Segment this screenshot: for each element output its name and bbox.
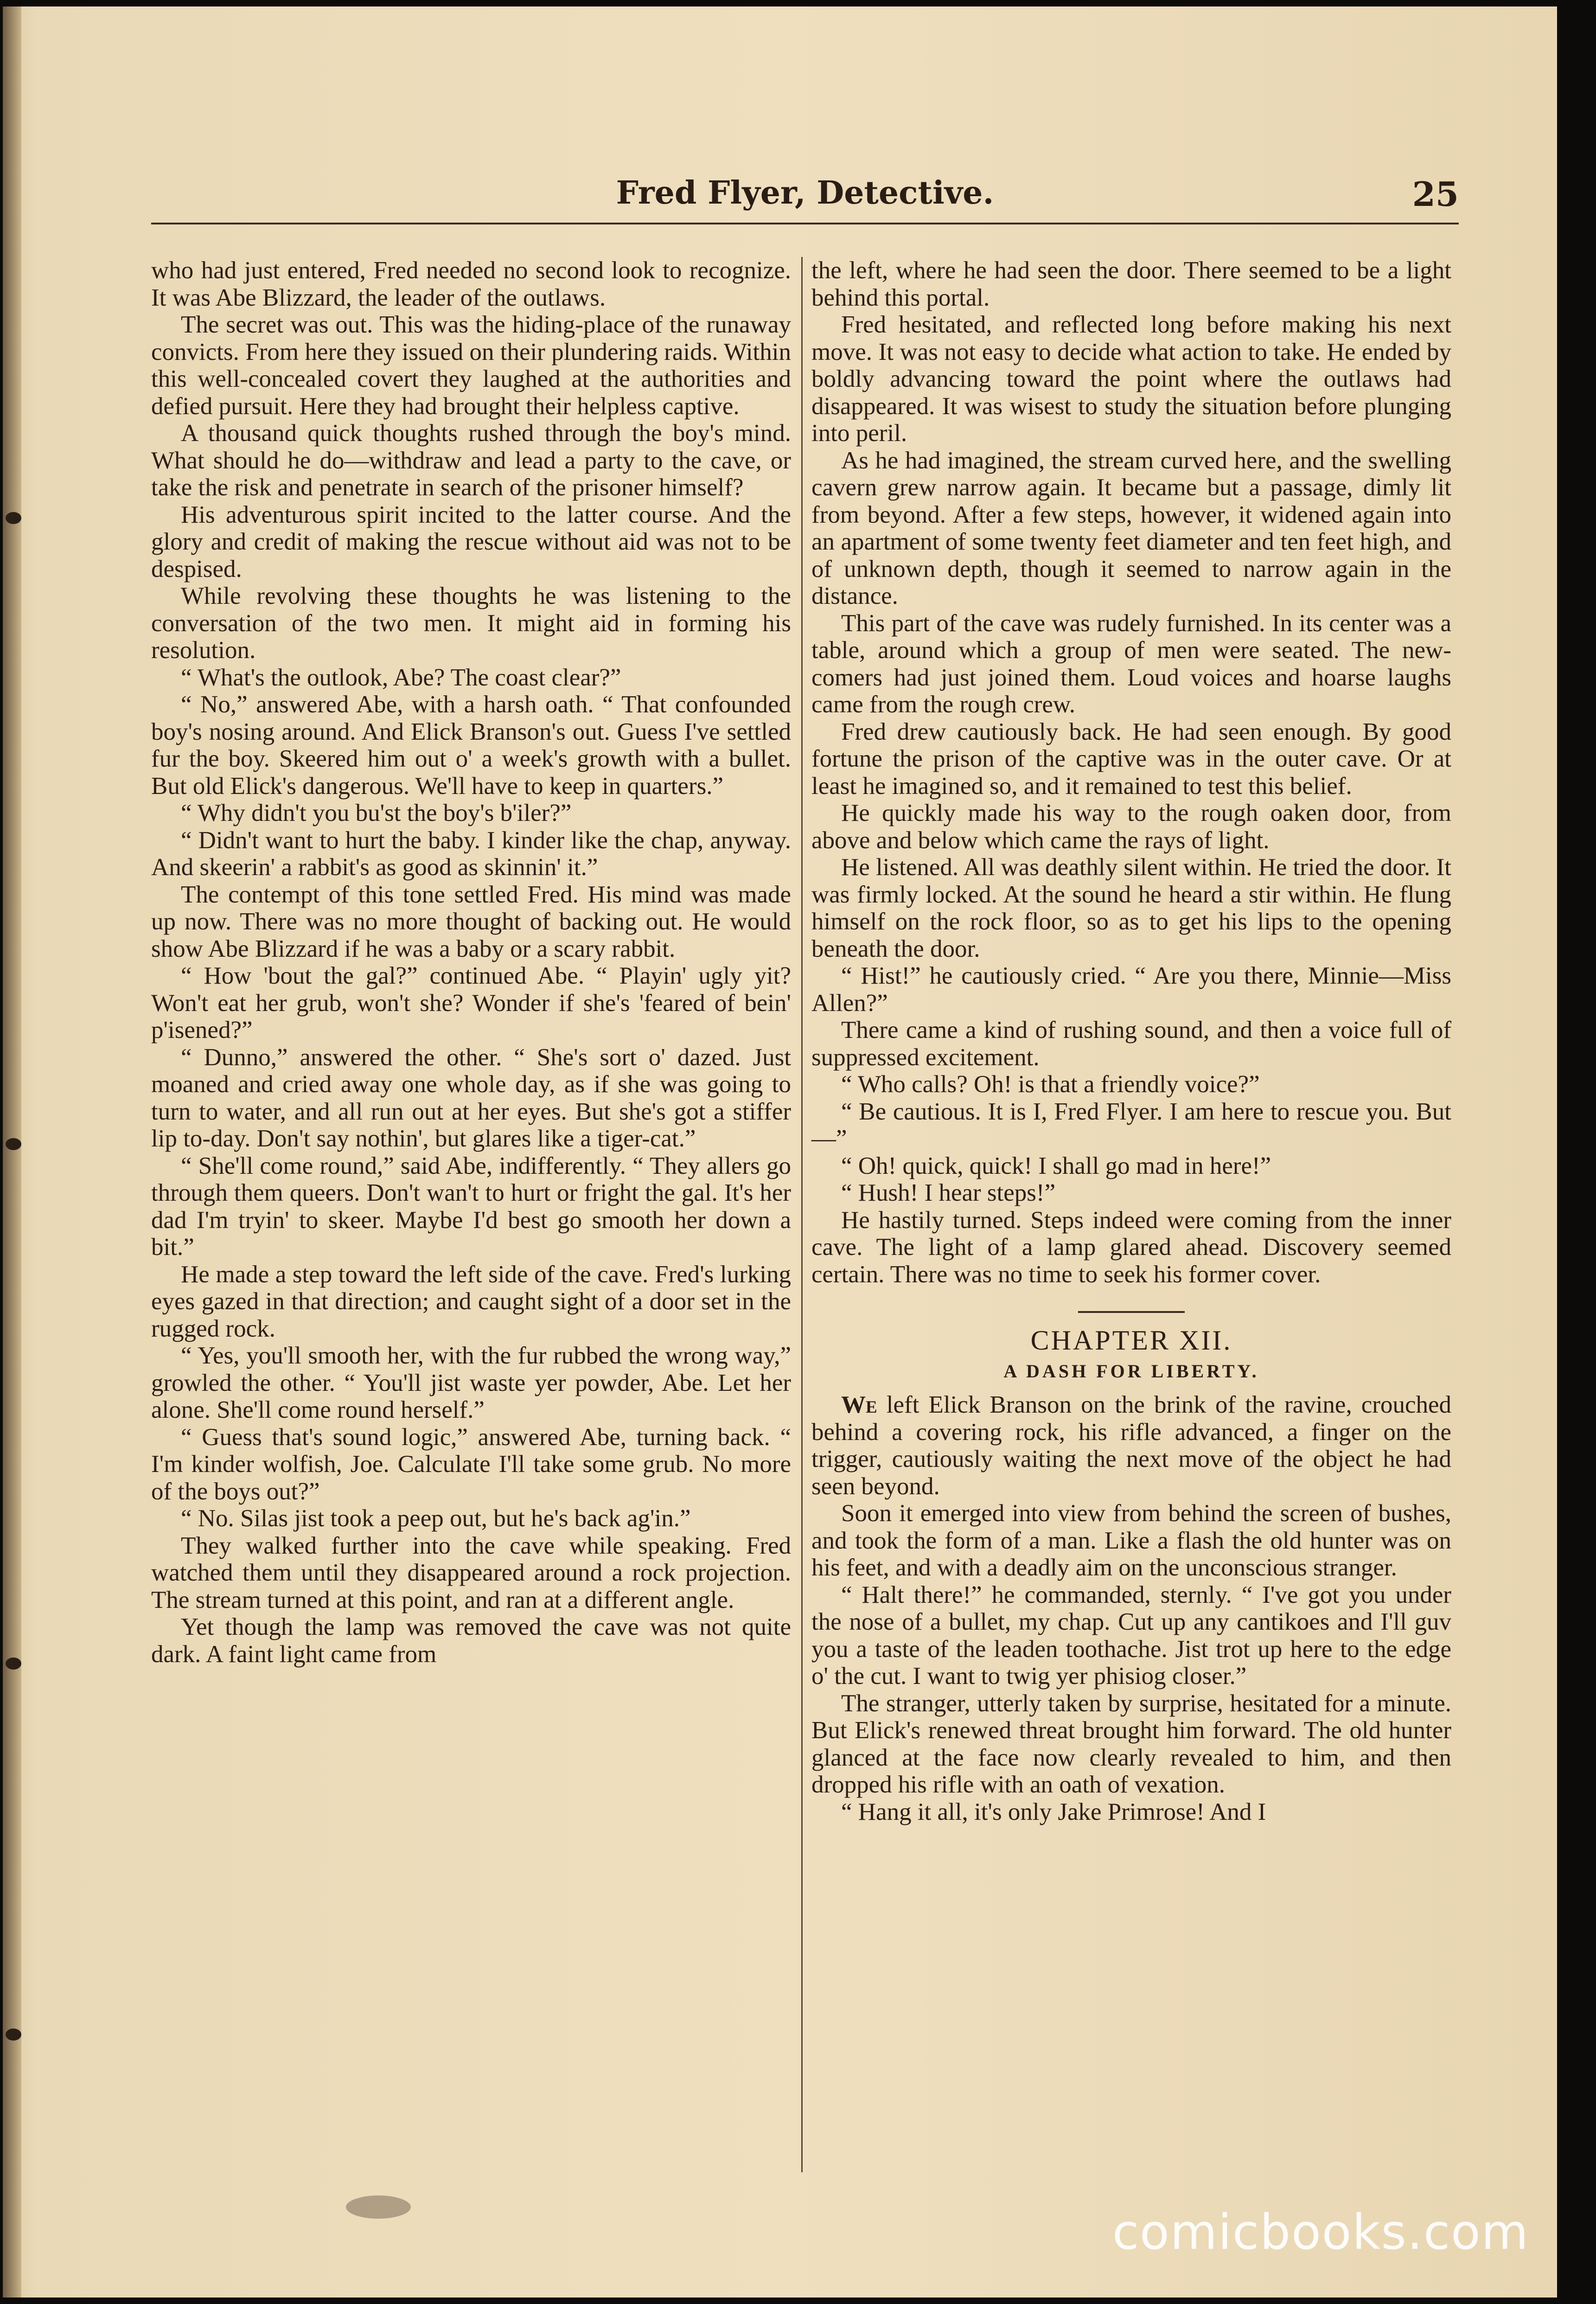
running-title: Fred Flyer, Detective. (616, 174, 994, 211)
paragraph: Soon it emerged into view from behind the screen of bushes, and took the form of a man. Like a flash the old hunter was on his feet, and with a deadly aim on the unconscious stranger. (811, 1500, 1451, 1581)
paragraph: “ Why didn't you bu'st the boy's b'iler?” (181, 800, 572, 826)
chapter-opening-paragraph (811, 1391, 1451, 1500)
chapter-lead-word: We (841, 1391, 877, 1418)
page-binding-edge (3, 6, 21, 2298)
column-divider (801, 257, 803, 2172)
chapter-heading: CHAPTER XII. (1030, 1325, 1232, 1356)
paragraph: “ No,” answered Abe, with a harsh oath. “ That confounded boy's nosing around. And Elick Branson's out. Guess I've settled fur the boy. Skeered him out o' a week's growth with a bullet. But old Elick's dangerous. We'll have to keep in quarters.” (151, 691, 791, 800)
chapter-opening-text: left Elick Branson on the brink of the ravine, crouched behind a covering rock, his rifle advanced, a finger on the trigger, cautiously waiting the next move of the object he had seen beyond. (811, 1391, 1451, 1500)
chapter-rule (1078, 1311, 1185, 1313)
paragraph: “ Dunno,” answered the other. “ She's sort o' dazed. Just moaned and cried away one whole day, as if she was going to turn to water, and all run out at her eyes. But she's got a stiffer lip to-day. Don't say nothin', but glares like a tiger-cat.” (151, 1043, 791, 1152)
paragraph: As he had imagined, the stream curved here, and the swelling cavern grew narrow again. It became but a passage, dimly lit from beyond. After a few steps, however, it widened again into an apartment of some twenty feet diameter and ten feet high, and of unknown depth, though it seemed to narrow again in the distance. (811, 447, 1451, 609)
paragraph: who had just entered, Fred needed no second look to recognize. It was Abe Blizzard, the leader of the outlaws. (151, 257, 791, 311)
paragraph: The contempt of this tone settled Fred. His mind was made up now. There was no more thought of backing out. He would show Abe Blizzard if he was a baby or a scary rabbit. (151, 881, 791, 962)
paragraph: Fred drew cautiously back. He had seen enough. By good fortune the prison of the captive was in the outer cave. Or at least he imagined so, and it remained to test this belief. (811, 718, 1451, 800)
ink-smudge (346, 2195, 411, 2219)
header-rule (151, 223, 1459, 224)
paragraph: They walked further into the cave while speaking. Fred watched them until they disappeared around a rock projection. The stream turned at this point, and ran at a different angle. (151, 1532, 791, 1613)
binding-hole (6, 1658, 21, 1670)
paragraph: He listened. All was deathly silent within. He tried the door. It was firmly locked. At the sound he heard a stir within. He flung himself on the rock floor, so as to get his lips to the opening beneath the door. (811, 854, 1451, 962)
paragraph: He quickly made his way to the rough oaken door, from above and below which came the rays of light. (811, 800, 1451, 854)
watermark: comicbooks.com (1112, 2204, 1529, 2260)
paragraph: He made a step toward the left side of the cave. Fred's lurking eyes gazed in that direction; and caught sight of a door set in the rugged rock. (151, 1261, 791, 1342)
page-number: 25 (1412, 174, 1459, 214)
paragraph: “ Halt there!” he commanded, sternly. “ I've got you under the nose of a bullet, my chap. Cut up any cantikoes and I'll guv you a taste of the leaden toothache. Jist trot up here to the edge o' the cut. I want to twig yer phisiog closer.” (811, 1581, 1451, 1690)
binding-hole (6, 1138, 21, 1150)
paragraph: “ Who calls? Oh! is that a friendly voice?” (841, 1071, 1260, 1098)
paragraph: “ No. Silas jist took a peep out, but he's back ag'in.” (181, 1505, 691, 1532)
paragraph: “ Hang it all, it's only Jake Primrose! And I (841, 1798, 1266, 1825)
binding-hole (6, 512, 21, 524)
paragraph: This part of the cave was rudely furnished. In its center was a table, around which a group of men were seated. The new-comers had just joined them. Loud voices and hoarse laughs came from the rough crew. (811, 609, 1451, 718)
paragraph: “ Oh! quick, quick! I shall go mad in here!” (841, 1152, 1271, 1179)
paragraph: “ She'll come round,” said Abe, indifferently. “ They allers go through them queers. Don't wan't to hurt or fright the gal. It's her dad I'm tryin' to skeer. Maybe I'd best go smooth her down a bit.” (151, 1152, 791, 1261)
paragraph: “ Be cautious. It is I, Fred Flyer. I am here to rescue you. But—” (811, 1098, 1451, 1152)
binding-hole (6, 2029, 21, 2041)
paragraph: Fred hesitated, and reflected long before making his next move. It was not easy to decide what action to take. He ended by boldly advancing toward the point where the outlaws had disappeared. It was wisest to study the situation before plunging into peril. (811, 311, 1451, 447)
paragraph: He hastily turned. Steps indeed were coming from the inner cave. The light of a lamp glared ahead. Discovery seemed certain. There was no time to seek his former cover. (811, 1206, 1451, 1288)
magazine-page (3, 6, 1557, 2298)
paragraph: “ Yes, you'll smooth her, with the fur rubbed the wrong way,” growled the other. “ You'll jist waste yer powder, Abe. Let her alone. She'll come round herself.” (151, 1342, 791, 1423)
chapter-paragraphs (811, 1500, 1451, 1825)
paragraph: “ Hush! I hear steps!” (841, 1179, 1056, 1206)
paragraph: “ What's the outlook, Abe? The coast clear?” (181, 664, 621, 691)
paragraph: There came a kind of rushing sound, and then a voice full of suppressed excitement. (811, 1017, 1451, 1071)
page-header (151, 164, 1459, 229)
paragraph: The stranger, utterly taken by surprise, hesitated for a minute. But Elick's renewed threat brought him forward. The old hunter glanced at the face now clearly revealed to him, and then dropped his rifle with an oath of vexation. (811, 1690, 1451, 1798)
left-column (151, 257, 791, 1668)
paragraph: His adventurous spirit incited to the latter course. And the glory and credit of making the rescue without aid was not to be despised. (151, 501, 791, 582)
paragraph: “ Guess that's sound logic,” answered Abe, turning back. “ I'm kinder wolfish, Joe. Calculate I'll take some grub. No more of the boys out?” (151, 1423, 791, 1505)
paragraph: A thousand quick thoughts rushed through the boy's mind. What should he do—withdraw and lead a party to the cave, or take the risk and penetrate in search of the prisoner himself? (151, 420, 791, 501)
paragraph: the left, where he had seen the door. There seemed to be a light behind this portal. (811, 257, 1451, 311)
right-column (811, 257, 1451, 1825)
paragraph: While revolving these thoughts he was listening to the conversation of the two men. It might aid in forming his resolution. (151, 582, 791, 664)
paragraph: Yet though the lamp was removed the cave was not quite dark. A faint light came from (151, 1613, 791, 1668)
paragraph: The secret was out. This was the hiding-place of the runaway convicts. From here they issued on their plundering raids. Within this well-concealed covert they laughed at the authorities and defied pursuit. Here they had brought their helpless captive. (151, 311, 791, 420)
chapter-subtitle: A DASH FOR LIBERTY. (1003, 1360, 1259, 1382)
paragraph: “ How 'bout the gal?” continued Abe. “ Playin' ugly yit? Won't eat her grub, won't she? Wonder if she's 'feared of bein' p'isened?” (151, 962, 791, 1043)
paragraph: “ Hist!” he cautiously cried. “ Are you there, Minnie—Miss Allen?” (811, 962, 1451, 1017)
paragraph: “ Didn't want to hurt the baby. I kinder like the chap, anyway. And skeerin' a rabbit's as good as skinnin' it.” (151, 826, 791, 881)
right-column-paragraphs (811, 257, 1451, 1288)
